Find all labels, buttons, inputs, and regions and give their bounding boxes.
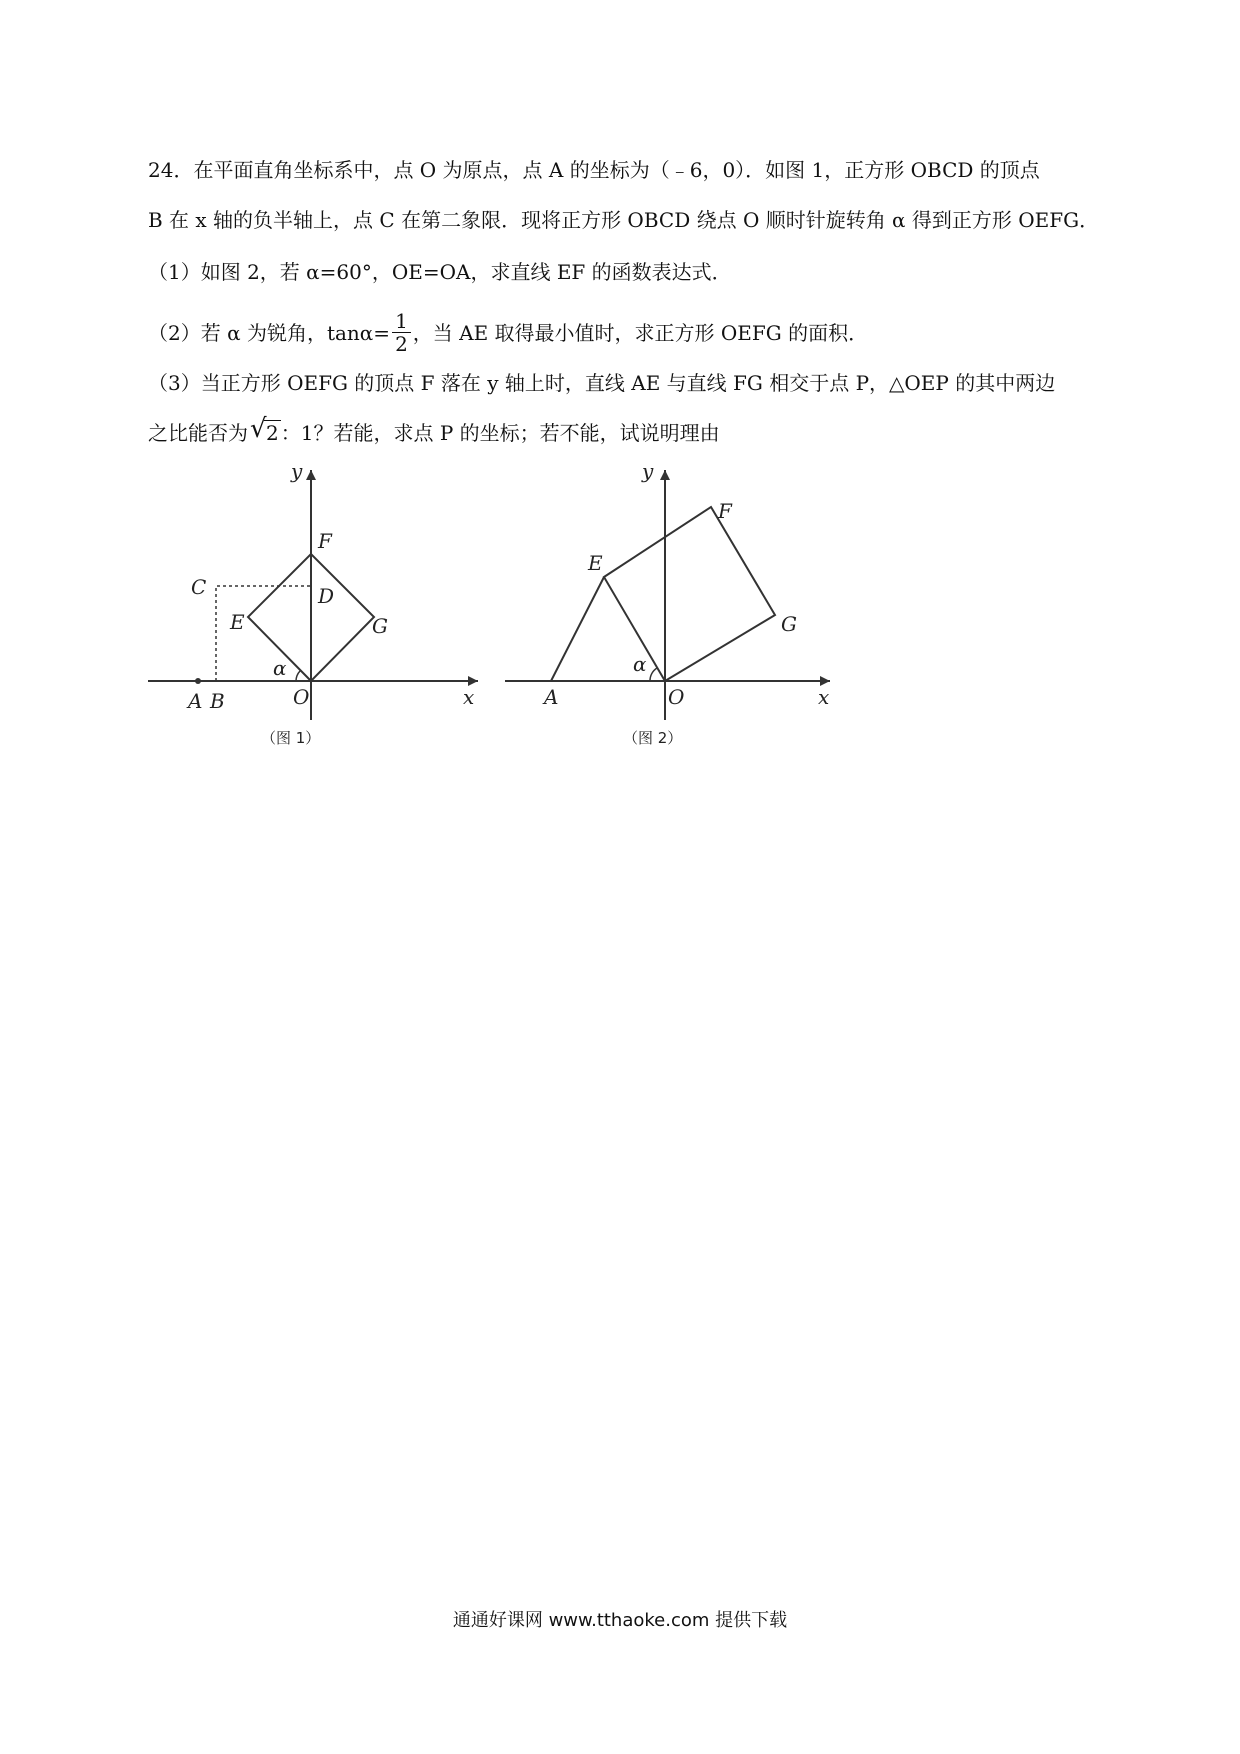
fig1-label-x: x <box>463 685 475 709</box>
fig1-label-f: F <box>318 529 332 553</box>
fig1-caption: （图 1） <box>261 729 321 747</box>
figure-2 <box>505 470 830 720</box>
question-1: （1）如图 2，若 α=60°，OE=OA，求直线 EF 的函数表达式． <box>148 260 732 284</box>
fig1-label-b: B <box>210 689 225 713</box>
question-3-line-2 <box>148 414 720 448</box>
fraction-numerator: 1 <box>392 310 411 333</box>
fig1-alpha-arc <box>296 671 300 681</box>
fig1-label-y: y <box>291 460 303 483</box>
fig2-alpha-arc <box>650 668 657 681</box>
fig1-label-g: G <box>372 614 388 638</box>
page-footer: 通通好课网 www.tthaoke.com 提供下载 <box>452 1610 788 1631</box>
question-3-prefix: 之比能否为 <box>148 421 248 445</box>
fig1-label-d: D <box>318 584 335 608</box>
fig2-label-o: O <box>668 685 685 709</box>
fig2-label-g: G <box>781 612 797 636</box>
fig2-label-e: E <box>588 551 603 575</box>
figure-2-labels <box>542 460 829 747</box>
fig2-square-oefg <box>604 507 775 681</box>
question-2 <box>148 309 869 357</box>
fig1-point-a <box>195 678 201 684</box>
fig2-caption: （图 2） <box>623 729 683 747</box>
sqrt-radicand: 2 <box>266 421 279 445</box>
radical-sign-icon: √ <box>250 414 267 444</box>
fig1-y-arrow-icon <box>306 470 316 480</box>
question-2-suffix: ，当 AE 取得最小值时，求正方形 OEFG 的面积． <box>412 321 869 345</box>
fig2-y-arrow-icon <box>660 470 670 480</box>
fraction-one-half <box>392 310 411 355</box>
problem-line-2: B 在 x 轴的负半轴上，点 C 在第二象限．现将正方形 OBCD 绕点 O 顺时针旋转角 α 得到正方形 OEFG． <box>148 208 1100 232</box>
fig1-label-alpha: α <box>273 656 287 680</box>
figure-1-labels <box>186 460 474 747</box>
fig2-label-alpha: α <box>633 652 647 676</box>
figures-svg <box>148 460 838 750</box>
problem-line-1: 24．在平面直角坐标系中，点 O 为原点，点 A 的坐标为（﹣6，0）．如图 1，正方形 OBCD 的顶点 <box>148 158 1040 182</box>
sqrt-two <box>250 414 281 448</box>
question-3-suffix: ：1？若能，求点 P 的坐标；若不能，试说明理由 <box>280 421 720 445</box>
figures <box>148 460 838 754</box>
fig1-label-c: C <box>191 575 207 599</box>
fraction-denominator: 2 <box>395 332 408 356</box>
question-3-line-1: （3）当正方形 OEFG 的顶点 F 落在 y 轴上时，直线 AE 与直线 FG 相交于点 P，△OEP 的其中两边 <box>148 371 1056 395</box>
fig2-segment-ae <box>551 577 604 681</box>
fig1-label-a: A <box>188 689 203 713</box>
fig2-label-f: F <box>718 499 732 523</box>
fig2-label-a: A <box>544 685 559 709</box>
question-2-prefix: （2）若 α 为锐角，tanα= <box>148 321 391 345</box>
fig1-label-o: O <box>293 685 310 709</box>
fig1-label-e: E <box>230 610 245 634</box>
fig2-label-y: y <box>642 460 654 483</box>
fig2-label-x: x <box>818 685 830 709</box>
